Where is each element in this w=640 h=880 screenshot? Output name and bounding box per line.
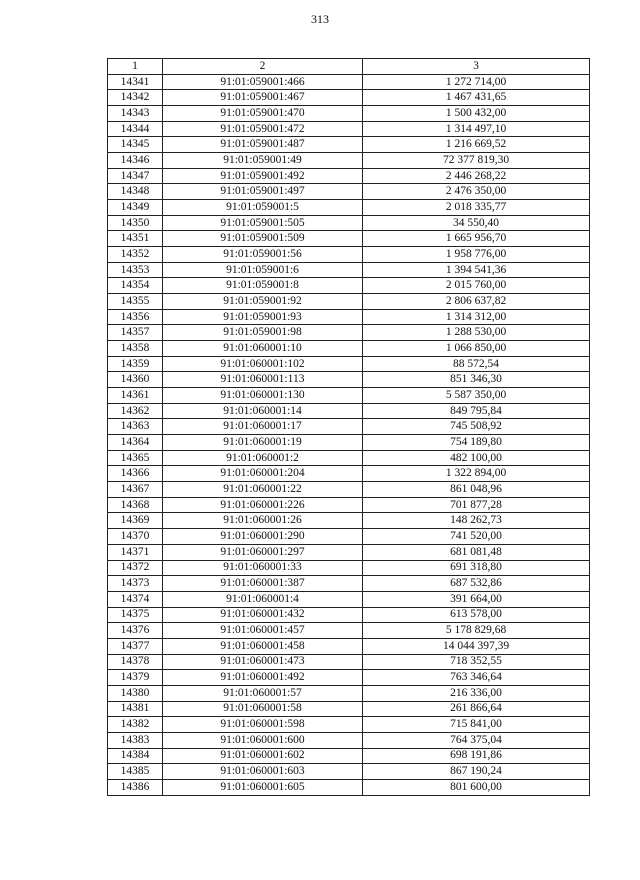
table-row xyxy=(108,388,590,404)
table-row xyxy=(108,529,590,545)
cadastral-number-cell: 91:01:060001:432 xyxy=(163,607,363,623)
value-cell: 1 467 431,65 xyxy=(363,90,590,106)
cadastral-number-cell: 91:01:060001:492 xyxy=(163,670,363,686)
row-number-cell: 14369 xyxy=(108,513,163,529)
cadastral-number-cell: 91:01:059001:467 xyxy=(163,90,363,106)
value-cell: 1 500 432,00 xyxy=(363,106,590,122)
cadastral-number-cell: 91:01:060001:290 xyxy=(163,529,363,545)
table-row xyxy=(108,372,590,388)
row-number-cell: 14351 xyxy=(108,231,163,247)
table-row xyxy=(108,168,590,184)
value-cell: 1 394 541,36 xyxy=(363,262,590,278)
table-row xyxy=(108,732,590,748)
column-header: 2 xyxy=(163,59,363,75)
value-cell: 698 191,86 xyxy=(363,748,590,764)
value-cell: 741 520,00 xyxy=(363,529,590,545)
table-row xyxy=(108,748,590,764)
value-cell: 701 877,28 xyxy=(363,497,590,513)
table-row xyxy=(108,247,590,263)
cadastral-number-cell: 91:01:060001:605 xyxy=(163,779,363,795)
table-row xyxy=(108,607,590,623)
value-cell: 72 377 819,30 xyxy=(363,153,590,169)
row-number-cell: 14374 xyxy=(108,591,163,607)
row-number-cell: 14353 xyxy=(108,262,163,278)
table-row xyxy=(108,779,590,795)
value-cell: 14 044 397,39 xyxy=(363,638,590,654)
table-row xyxy=(108,685,590,701)
value-cell: 5 178 829,68 xyxy=(363,623,590,639)
table-body xyxy=(108,59,590,796)
cadastral-number-cell: 91:01:060001:17 xyxy=(163,419,363,435)
cadastral-number-cell: 91:01:059001:98 xyxy=(163,325,363,341)
row-number-cell: 14355 xyxy=(108,294,163,310)
row-number-cell: 14386 xyxy=(108,779,163,795)
cadastral-number-cell: 91:01:060001:26 xyxy=(163,513,363,529)
cadastral-number-cell: 91:01:060001:113 xyxy=(163,372,363,388)
table-row xyxy=(108,482,590,498)
row-number-cell: 14348 xyxy=(108,184,163,200)
table-row xyxy=(108,309,590,325)
value-cell: 861 048,96 xyxy=(363,482,590,498)
value-cell: 34 550,40 xyxy=(363,215,590,231)
cadastral-number-cell: 91:01:060001:226 xyxy=(163,497,363,513)
value-cell: 1 216 669,52 xyxy=(363,137,590,153)
row-number-cell: 14370 xyxy=(108,529,163,545)
value-cell: 1 288 530,00 xyxy=(363,325,590,341)
row-number-cell: 14378 xyxy=(108,654,163,670)
row-number-cell: 14354 xyxy=(108,278,163,294)
table-row xyxy=(108,90,590,106)
value-cell: 718 352,55 xyxy=(363,654,590,670)
cadastral-number-cell: 91:01:059001:470 xyxy=(163,106,363,122)
page-number: 313 xyxy=(311,12,329,26)
row-number-cell: 14349 xyxy=(108,200,163,216)
value-cell: 745 508,92 xyxy=(363,419,590,435)
table-row xyxy=(108,121,590,137)
value-cell: 1 322 894,00 xyxy=(363,466,590,482)
row-number-cell: 14368 xyxy=(108,497,163,513)
row-number-cell: 14385 xyxy=(108,764,163,780)
row-number-cell: 14384 xyxy=(108,748,163,764)
cadastral-number-cell: 91:01:059001:92 xyxy=(163,294,363,310)
row-number-cell: 14376 xyxy=(108,623,163,639)
table-row xyxy=(108,435,590,451)
cadastral-number-cell: 91:01:060001:33 xyxy=(163,560,363,576)
value-cell: 715 841,00 xyxy=(363,717,590,733)
row-number-cell: 14375 xyxy=(108,607,163,623)
table-row xyxy=(108,184,590,200)
value-cell: 867 190,24 xyxy=(363,764,590,780)
cadastral-number-cell: 91:01:060001:387 xyxy=(163,576,363,592)
table-row xyxy=(108,576,590,592)
row-number-cell: 14360 xyxy=(108,372,163,388)
table-row xyxy=(108,764,590,780)
table-row xyxy=(108,294,590,310)
row-number-cell: 14344 xyxy=(108,121,163,137)
row-number-cell: 14347 xyxy=(108,168,163,184)
row-number-cell: 14362 xyxy=(108,403,163,419)
cadastral-number-cell: 91:01:060001:22 xyxy=(163,482,363,498)
value-cell: 1 314 497,10 xyxy=(363,121,590,137)
row-number-cell: 14382 xyxy=(108,717,163,733)
table-row xyxy=(108,701,590,717)
table-row xyxy=(108,262,590,278)
row-number-cell: 14352 xyxy=(108,247,163,263)
cadastral-number-cell: 91:01:060001:4 xyxy=(163,591,363,607)
cadastral-number-cell: 91:01:060001:10 xyxy=(163,341,363,357)
table-row xyxy=(108,278,590,294)
cadastral-number-cell: 91:01:060001:2 xyxy=(163,450,363,466)
cadastral-number-cell: 91:01:060001:19 xyxy=(163,435,363,451)
table-row xyxy=(108,200,590,216)
row-number-cell: 14346 xyxy=(108,153,163,169)
cadastral-number-cell: 91:01:059001:8 xyxy=(163,278,363,294)
cadastral-number-cell: 91:01:060001:130 xyxy=(163,388,363,404)
table-row xyxy=(108,106,590,122)
value-cell: 5 587 350,00 xyxy=(363,388,590,404)
cadastral-number-cell: 91:01:060001:473 xyxy=(163,654,363,670)
table-row xyxy=(108,356,590,372)
cadastral-number-cell: 91:01:059001:487 xyxy=(163,137,363,153)
cadastral-number-cell: 91:01:060001:603 xyxy=(163,764,363,780)
table-row xyxy=(108,670,590,686)
table-row xyxy=(108,153,590,169)
value-cell: 1 958 776,00 xyxy=(363,247,590,263)
table-row xyxy=(108,544,590,560)
cadastral-number-cell: 91:01:060001:58 xyxy=(163,701,363,717)
row-number-cell: 14363 xyxy=(108,419,163,435)
value-cell: 2 018 335,77 xyxy=(363,200,590,216)
value-cell: 2 476 350,00 xyxy=(363,184,590,200)
cadastral-number-cell: 91:01:059001:466 xyxy=(163,74,363,90)
value-cell: 2 015 760,00 xyxy=(363,278,590,294)
row-number-cell: 14377 xyxy=(108,638,163,654)
value-cell: 687 532,86 xyxy=(363,576,590,592)
table-row xyxy=(108,74,590,90)
value-cell: 261 866,64 xyxy=(363,701,590,717)
cadastral-number-cell: 91:01:059001:56 xyxy=(163,247,363,263)
value-cell: 613 578,00 xyxy=(363,607,590,623)
cadastral-number-cell: 91:01:060001:457 xyxy=(163,623,363,639)
column-header: 3 xyxy=(363,59,590,75)
cadastral-number-cell: 91:01:059001:49 xyxy=(163,153,363,169)
value-cell: 1 314 312,00 xyxy=(363,309,590,325)
row-number-cell: 14361 xyxy=(108,388,163,404)
table-row xyxy=(108,325,590,341)
value-cell: 148 262,73 xyxy=(363,513,590,529)
table-header-row xyxy=(108,59,590,75)
value-cell: 754 189,80 xyxy=(363,435,590,451)
cadastral-number-cell: 91:01:059001:5 xyxy=(163,200,363,216)
value-cell: 391 664,00 xyxy=(363,591,590,607)
cadastral-number-cell: 91:01:059001:497 xyxy=(163,184,363,200)
value-cell: 691 318,80 xyxy=(363,560,590,576)
row-number-cell: 14380 xyxy=(108,685,163,701)
table-row xyxy=(108,497,590,513)
row-number-cell: 14366 xyxy=(108,466,163,482)
row-number-cell: 14381 xyxy=(108,701,163,717)
cadastral-number-cell: 91:01:059001:509 xyxy=(163,231,363,247)
row-number-cell: 14371 xyxy=(108,544,163,560)
value-cell: 1 066 850,00 xyxy=(363,341,590,357)
table-row xyxy=(108,466,590,482)
cadastral-number-cell: 91:01:059001:472 xyxy=(163,121,363,137)
column-header: 1 xyxy=(108,59,163,75)
row-number-cell: 14379 xyxy=(108,670,163,686)
row-number-cell: 14341 xyxy=(108,74,163,90)
cadastral-number-cell: 91:01:059001:93 xyxy=(163,309,363,325)
table-row xyxy=(108,450,590,466)
value-cell: 764 375,04 xyxy=(363,732,590,748)
value-cell: 216 336,00 xyxy=(363,685,590,701)
table-row xyxy=(108,623,590,639)
row-number-cell: 14367 xyxy=(108,482,163,498)
row-number-cell: 14358 xyxy=(108,341,163,357)
cadastral-number-cell: 91:01:059001:6 xyxy=(163,262,363,278)
value-cell: 88 572,54 xyxy=(363,356,590,372)
table-row xyxy=(108,638,590,654)
value-cell: 2 446 268,22 xyxy=(363,168,590,184)
value-cell: 763 346,64 xyxy=(363,670,590,686)
row-number-cell: 14356 xyxy=(108,309,163,325)
table-row xyxy=(108,215,590,231)
table-row xyxy=(108,654,590,670)
row-number-cell: 14343 xyxy=(108,106,163,122)
value-cell: 2 806 637,82 xyxy=(363,294,590,310)
row-number-cell: 14359 xyxy=(108,356,163,372)
row-number-cell: 14364 xyxy=(108,435,163,451)
value-cell: 801 600,00 xyxy=(363,779,590,795)
row-number-cell: 14383 xyxy=(108,732,163,748)
cadastral-number-cell: 91:01:060001:102 xyxy=(163,356,363,372)
row-number-cell: 14350 xyxy=(108,215,163,231)
cadastral-number-cell: 91:01:060001:57 xyxy=(163,685,363,701)
value-cell: 681 081,48 xyxy=(363,544,590,560)
table-row xyxy=(108,591,590,607)
registry-table xyxy=(107,58,590,796)
table-row xyxy=(108,419,590,435)
row-number-cell: 14342 xyxy=(108,90,163,106)
value-cell: 851 346,30 xyxy=(363,372,590,388)
row-number-cell: 14345 xyxy=(108,137,163,153)
value-cell: 1 665 956,70 xyxy=(363,231,590,247)
cadastral-number-cell: 91:01:060001:598 xyxy=(163,717,363,733)
cadastral-number-cell: 91:01:060001:458 xyxy=(163,638,363,654)
row-number-cell: 14372 xyxy=(108,560,163,576)
table-row xyxy=(108,231,590,247)
cadastral-number-cell: 91:01:060001:602 xyxy=(163,748,363,764)
cadastral-number-cell: 91:01:060001:600 xyxy=(163,732,363,748)
cadastral-number-cell: 91:01:060001:14 xyxy=(163,403,363,419)
cadastral-number-cell: 91:01:059001:505 xyxy=(163,215,363,231)
table-row xyxy=(108,137,590,153)
value-cell: 482 100,00 xyxy=(363,450,590,466)
cadastral-number-cell: 91:01:059001:492 xyxy=(163,168,363,184)
table-row xyxy=(108,560,590,576)
cadastral-number-cell: 91:01:060001:204 xyxy=(163,466,363,482)
table-row xyxy=(108,513,590,529)
table-row xyxy=(108,341,590,357)
value-cell: 1 272 714,00 xyxy=(363,74,590,90)
cadastral-number-cell: 91:01:060001:297 xyxy=(163,544,363,560)
table-row xyxy=(108,717,590,733)
row-number-cell: 14373 xyxy=(108,576,163,592)
row-number-cell: 14365 xyxy=(108,450,163,466)
row-number-cell: 14357 xyxy=(108,325,163,341)
table-row xyxy=(108,403,590,419)
value-cell: 849 795,84 xyxy=(363,403,590,419)
